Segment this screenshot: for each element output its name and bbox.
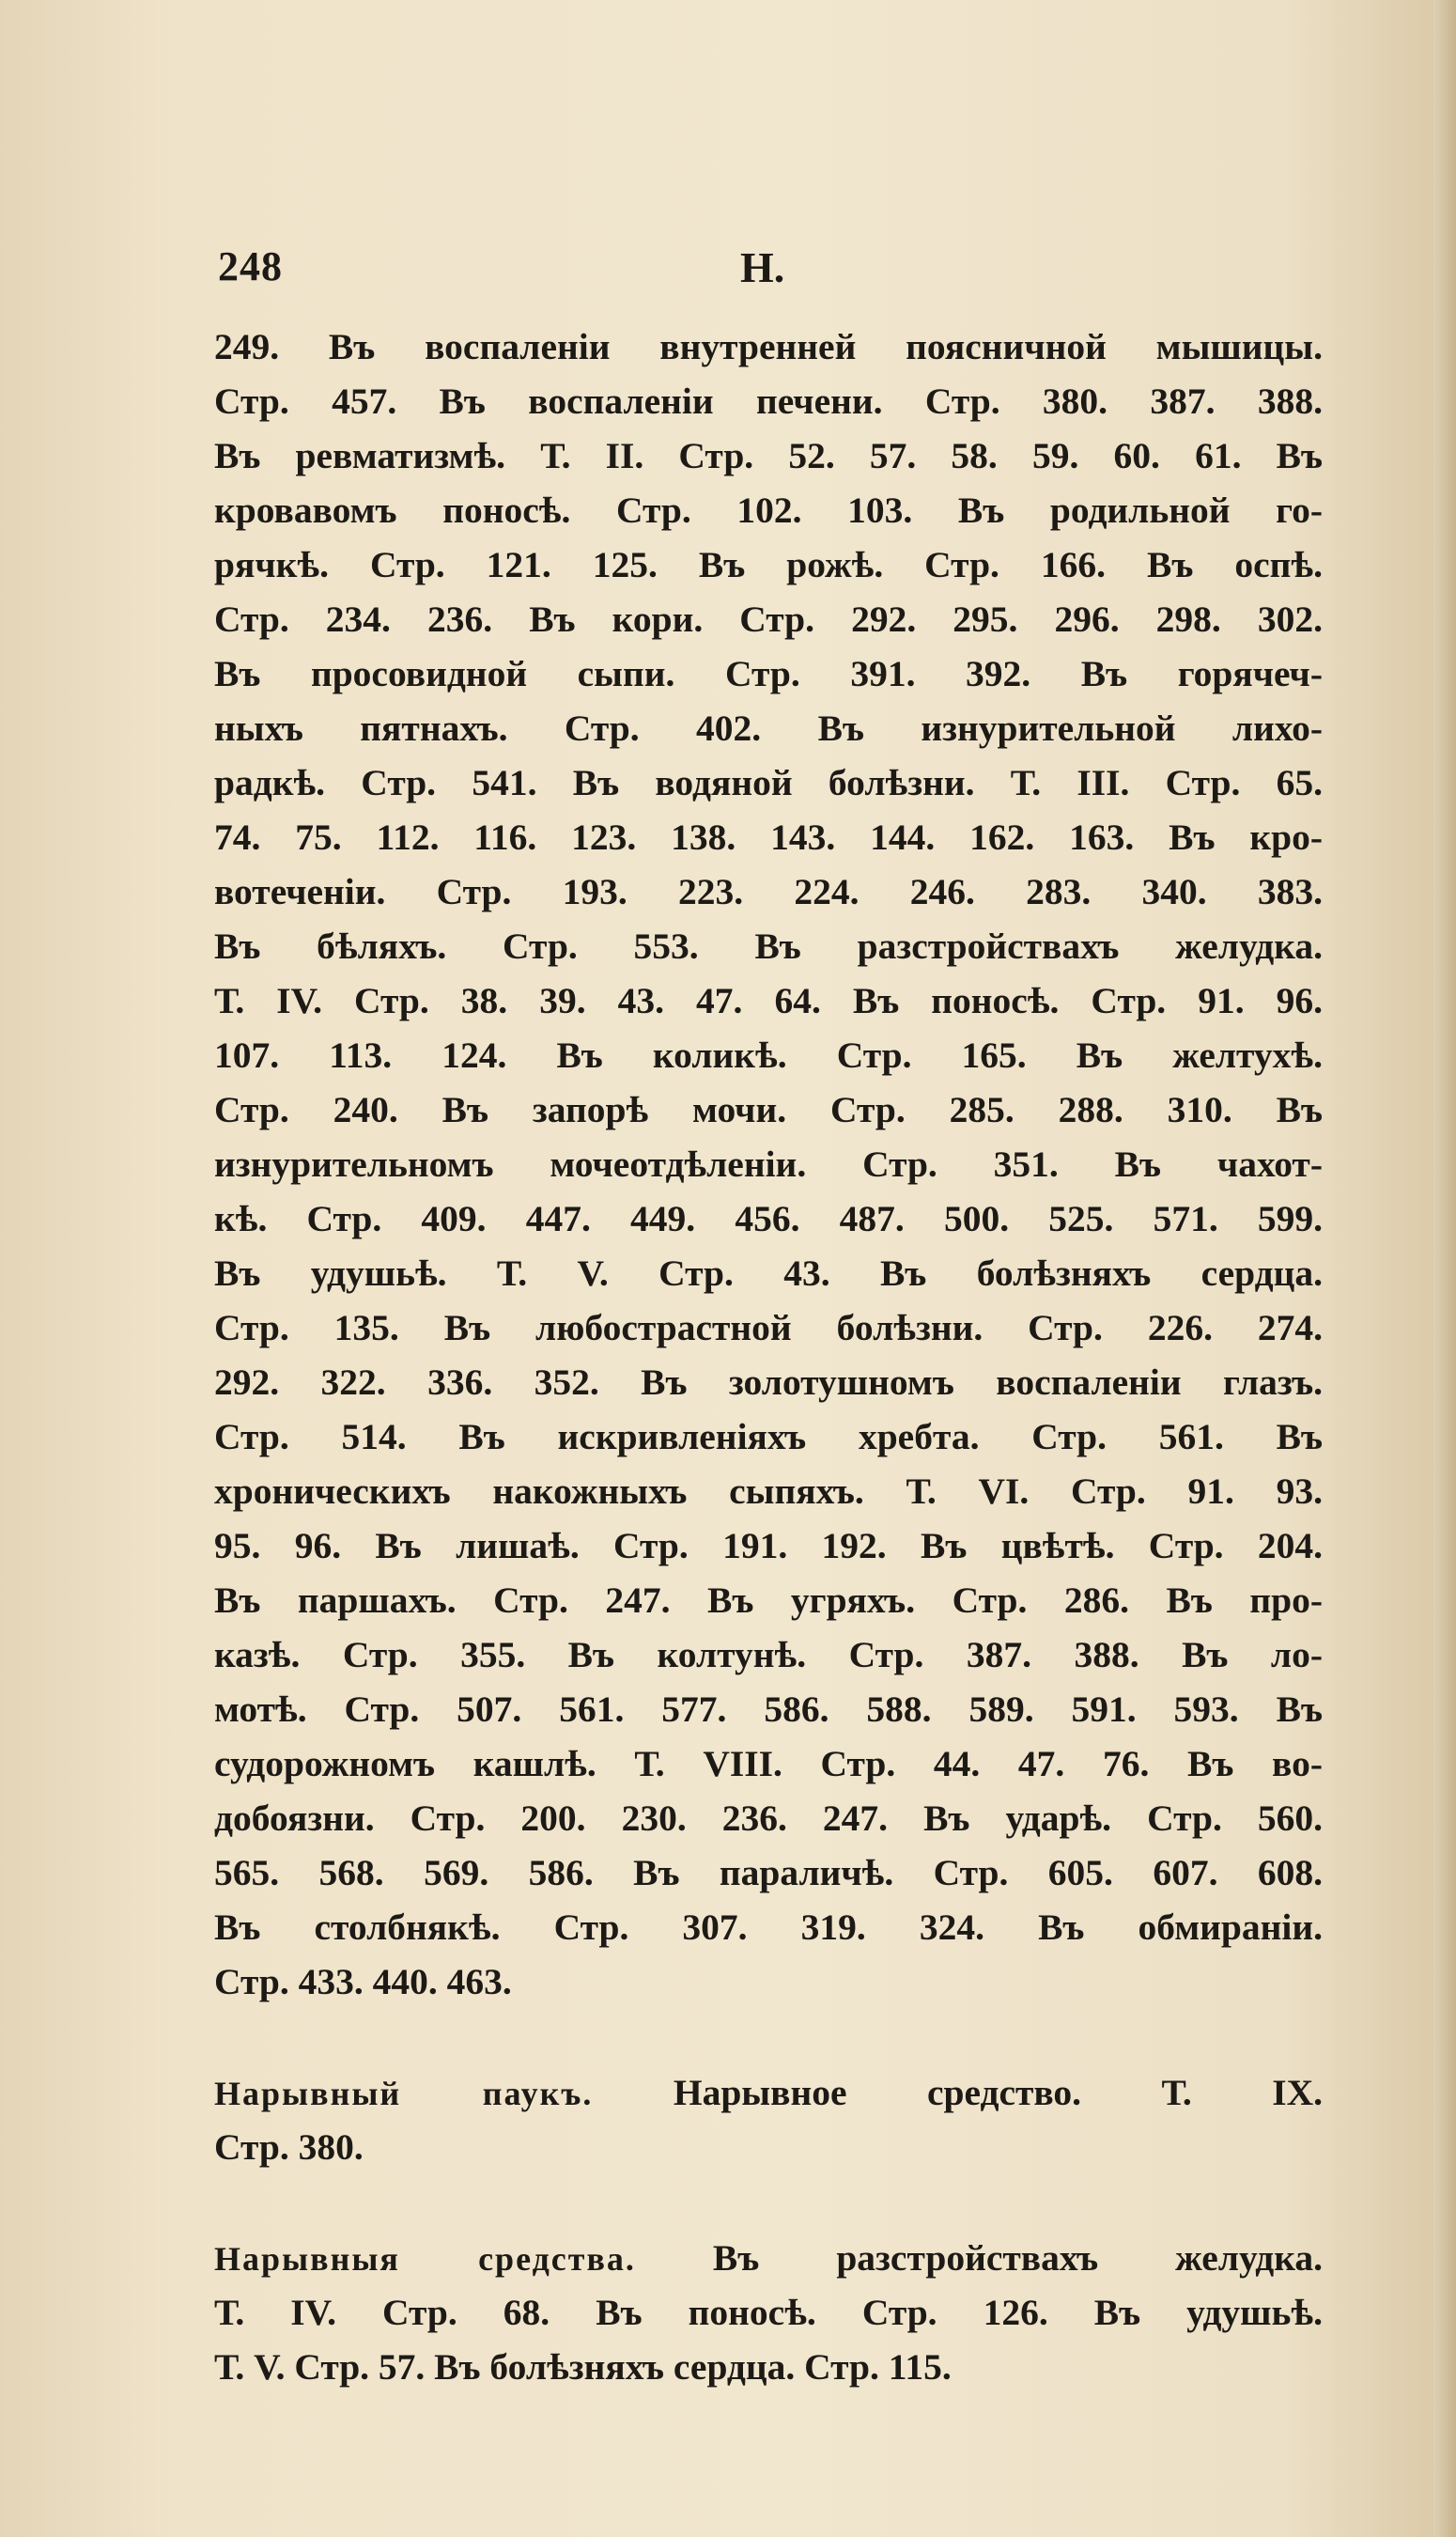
text-line: Т. V. Стр. 57. Въ болѣзняхъ сердца. Стр. 115. (214, 2346, 952, 2388)
text-line: мотѣ. Стр. 507. 561. 577. 586. 588. 589. 591. 593. Въ (214, 1689, 1323, 1730)
page-number: 248 (218, 243, 283, 289)
text-line: 292. 322. 336. 352. Въ золотушномъ воспаленіи глазъ. (214, 1362, 1323, 1403)
entry-text: Нарывное средство. Т. IX. (593, 2072, 1323, 2113)
text-line: Въ столбнякѣ. Стр. 307. 319. 324. Въ обмираніи. (214, 1907, 1323, 1948)
text-line: кровавомъ поносѣ. Стр. 102. 103. Въ родильной го- (214, 490, 1323, 531)
text-line: 74. 75. 112. 116. 123. 138. 143. 144. 162. 163. Въ кро- (214, 817, 1323, 858)
text-line: Въ ревматизмѣ. Т. II. Стр. 52. 57. 58. 59. 60. 61. Въ (214, 435, 1323, 476)
text-line: вотеченіи. Стр. 193. 223. 224. 246. 283. 340. 383. (214, 871, 1323, 912)
text-line: Стр. 380. (214, 2126, 364, 2168)
text-line: Стр. 433. 440. 463. (214, 1961, 512, 2002)
index-entry (214, 2065, 1323, 2174)
index-entry (214, 2231, 1323, 2394)
text-line: Въ бѣляхъ. Стр. 553. Въ разстройствахъ желудка. (214, 926, 1323, 967)
entry-heading: Нарывныя средства. (214, 2240, 636, 2278)
text-line: Стр. 240. Въ запорѣ мочи. Стр. 285. 288. 310. Въ (214, 1089, 1323, 1130)
index-body (214, 319, 1323, 2394)
text-line: радкѣ. Стр. 541. Въ водяной болѣзни. Т. III. Стр. 65. (214, 762, 1323, 803)
text-line: Т. IV. Стр. 68. Въ поносѣ. Стр. 126. Въ удушьѣ. (214, 2292, 1323, 2333)
text-line: изнурительномъ мочеотдѣленіи. Стр. 351. Въ чахот- (214, 1144, 1323, 1185)
text-line: ныхъ пятнахъ. Стр. 402. Въ изнурительной лихо- (214, 708, 1323, 749)
text-line (214, 2231, 1323, 2285)
text-line: кѣ. Стр. 409. 447. 449. 456. 487. 500. 525. 571. 599. (214, 1198, 1323, 1239)
text-line: хроническихъ накожныхъ сыпяхъ. Т. VI. Стр. 91. 93. (214, 1471, 1323, 1512)
index-entry-continuation (214, 319, 1323, 2009)
text-line: судорожномъ кашлѣ. Т. VIII. Стр. 44. 47. 76. Въ во- (214, 1743, 1323, 1784)
text-line: Стр. 514. Въ искривленіяхъ хребта. Стр. 561. Въ (214, 1416, 1323, 1457)
text-line: 107. 113. 124. Въ коликѣ. Стр. 165. Въ желтухѣ. (214, 1035, 1323, 1076)
running-head (218, 242, 1326, 318)
text-line: Т. IV. Стр. 38. 39. 43. 47. 64. Въ поносѣ. Стр. 91. 96. (214, 980, 1323, 1021)
text-line: Въ паршахъ. Стр. 247. Въ угряхъ. Стр. 286. Въ про- (214, 1580, 1323, 1621)
text-line: 565. 568. 569. 586. Въ параличѣ. Стр. 605. 607. 608. (214, 1852, 1323, 1893)
text-line: Стр. 457. Въ воспаленіи печени. Стр. 380. 387. 388. (214, 381, 1323, 422)
text-line (214, 2065, 1323, 2120)
text-line: Въ просовидной сыпи. Стр. 391. 392. Въ горячеч- (214, 653, 1323, 694)
entry-heading: Нарывный паукъ. (214, 2075, 594, 2112)
page-edge (1433, 0, 1456, 2537)
entry-text: Въ разстройствахъ желудка. (635, 2237, 1323, 2279)
text-line: Въ удушьѣ. Т. V. Стр. 43. Въ болѣзняхъ сердца. (214, 1253, 1323, 1294)
text-line: казѣ. Стр. 355. Въ колтунѣ. Стр. 387. 388. Въ ло- (214, 1634, 1323, 1675)
text-line: Стр. 135. Въ любострастной болѣзни. Стр. 226. 274. (214, 1307, 1323, 1348)
text-line: 249. Въ воспаленіи внутренней поясничной мышицы. (214, 326, 1323, 367)
text-line: 95. 96. Въ лишаѣ. Стр. 191. 192. Въ цвѣтѣ. Стр. 204. (214, 1525, 1323, 1566)
text-line: рячкѣ. Стр. 121. 125. Въ рожѣ. Стр. 166. Въ оспѣ. (214, 544, 1323, 585)
text-line: добоязни. Стр. 200. 230. 236. 247. Въ ударѣ. Стр. 560. (214, 1798, 1323, 1839)
section-letter: Н. (740, 243, 785, 291)
text-line: Стр. 234. 236. Въ кори. Стр. 292. 295. 296. 298. 302. (214, 599, 1323, 640)
